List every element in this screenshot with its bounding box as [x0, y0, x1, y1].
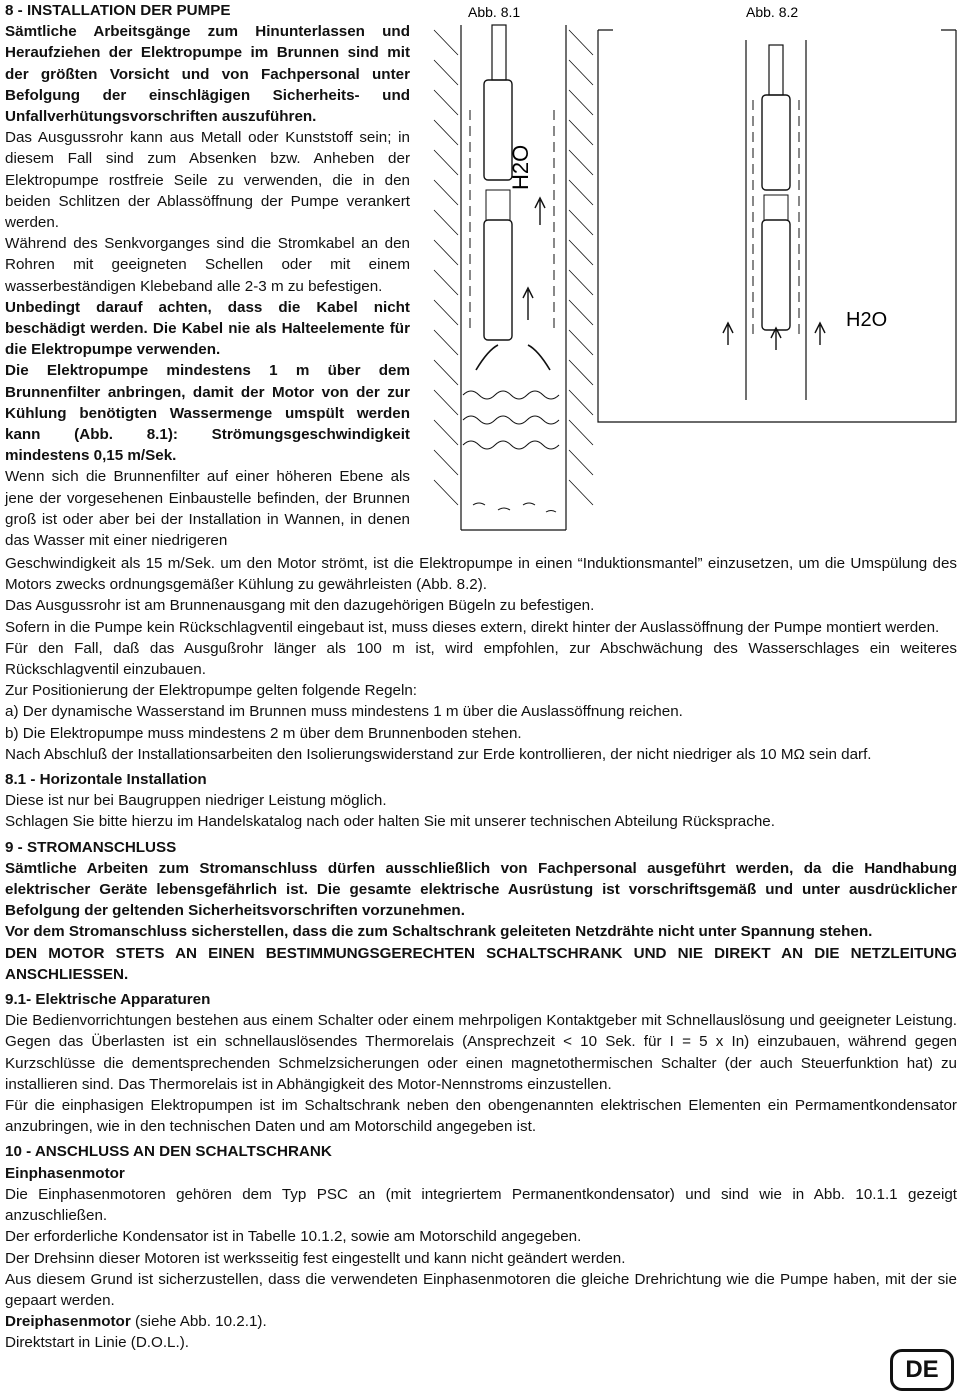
figure-area — [428, 0, 960, 540]
paragraph-kabel-warning: Unbedingt darauf achten, dass die Kabel nicht beschädigt werden. Die Kabel nie als Halteelemente für die Elektropumpe verwenden. — [5, 298, 410, 359]
section-8-1-title: 8.1 - Horizontale Installation — [5, 771, 207, 789]
section-10-subtitle-dreiphasen: Dreiphasenmotor — [5, 1313, 131, 1331]
language-badge: DE — [890, 1349, 954, 1391]
section-8-intro: Sämtliche Arbeitsgänge zum Hinunterlassen und Heraufziehen der Elektropumpe im Brunnen sind mit der größten Vorsicht und von Fachpersonal unter Befolgung der einschlägigen Sicherheits- und Unfallverhütungsvorschriften auszuführen. — [5, 23, 410, 126]
section-8-title: 8 - INSTALLATION DER PUMPE — [5, 2, 231, 19]
paragraph-senkvorgang: Während des Senkvorganges sind die Stromkabel an den Rohren mit geeigneten Schellen oder mit einem wasserbeständigen Klebeband alle 2-3 m zu befestigen. — [5, 235, 410, 295]
paragraph-isolierung: Nach Abschluß der Installationsarbeiten den Isolierungswiderstand zur Erde kontrollieren, der nicht niedriger als 10 MΩ sein darf. — [5, 745, 872, 763]
section-10-subtitle-einphasen: Einphasenmotor — [5, 1164, 125, 1182]
section-9-title: 9 - STROMANSCHLUSS — [5, 838, 177, 856]
section-9-p1: Sämtliche Arbeiten zum Stromanschluss dürfen ausschließlich von Fachpersonal ausgeführt werden, da die Handhabung elektrischer Geräte lebensgefährlich ist. Die gesamte elektrische Ausrüstung ist vorschriftsgemäß und unter ausdrücklicher Befolgung der geltenden Sicherheitsvorschriften vorzunehmen. — [5, 859, 957, 920]
section-10-p3: Der Drehsinn dieser Motoren ist werksseitig fest eingestellt und kann nicht geändert werden. — [5, 1249, 626, 1267]
section-10-p2: Der erforderliche Kondensator ist in Tabelle 10.1.2, sowie am Motorschild angegeben. — [5, 1228, 582, 1246]
section-9-1-p2: Für die einphasigen Elektropumpen ist im Schaltschrank neben den obengenannten elektrischen Elementen ein Permamentkondensator anzubringen, wie in den technischen Daten und am Motorschild angegeben ist. — [5, 1097, 957, 1136]
figure-8-1 — [434, 4, 593, 530]
figure-8-2-water-label: H2O — [846, 309, 888, 331]
section-8-1-p2: Schlagen Sie bitte hierzu im Handelskatalog nach oder halten Sie mit unserer technischen Abteilung Rücksprache. — [5, 813, 775, 831]
paragraph-rueckschlagventil: Sofern in die Pumpe kein Rückschlagventil eingebaut ist, muss dieses extern, direkt hinter der Auslassöffnung der Pumpe montiert werden. — [5, 618, 940, 636]
section-10-title: 10 - ANSCHLUSS AN DEN SCHALTSCHRANK — [5, 1143, 332, 1161]
figure-8-1-water-label: H2O — [508, 144, 533, 190]
left-column — [5, 0, 410, 551]
paragraph-ausgussrohr: Das Ausgussrohr kann aus Metall oder Kunststoff sein; in diesem Fall sind zum Absenken bzw. Anheben der Elektropumpe rostfreie Seile zu verwenden, die in den beiden Schlitzen der Ablassöffnung der Pumpe verankert werden. — [5, 129, 410, 232]
section-9-p2: Vor dem Stromanschluss sicherstellen, dass die zum Schaltschrank geleiteten Netzdrähte nicht unter Spannung stehen. — [5, 923, 873, 941]
section-10-dreiphasen-ref: (siehe Abb. 10.2.1). — [130, 1313, 267, 1331]
section-10-dreiphasen — [5, 1311, 957, 1332]
paragraph-brunnenfilter-hoeher: Wenn sich die Brunnenfilter auf einer höheren Ebene als jene der vorgesehenen Einbaustelle befinden, der Brunnen groß ist oder aber bei der Installation in Wannen, in denen das Wasser mit einer niedrigeren — [5, 468, 410, 550]
figure-8-1-label: Abb. 8.1 — [468, 4, 521, 20]
paragraph-regeln: Zur Positionierung der Elektropumpe gelten folgende Regeln: — [5, 682, 418, 700]
full-width-text — [5, 553, 957, 1354]
paragraph-buegel: Das Ausgussrohr ist am Brunnenausgang mit den dazugehörigen Bügeln zu befestigen. — [5, 597, 595, 615]
figure-8-2 — [598, 4, 956, 422]
section-10-p4: Aus diesem Grund ist sicherzustellen, dass die verwendeten Einphasenmotoren die gleiche Drehrichtung wie die Pumpe haben, mit der sie gepaart werden. — [5, 1270, 957, 1309]
section-9-1-title: 9.1- Elektrische Apparaturen — [5, 991, 211, 1009]
figure-8-2-label: Abb. 8.2 — [746, 4, 799, 20]
section-10-p1: Die Einphasenmotoren gehören dem Typ PSC an (mit integriertem Permanentkondensator) und sind wie in Abb. 10.1.1 gezeigt anzuschließen. — [5, 1185, 957, 1225]
rule-a: a) Der dynamische Wasserstand im Brunnen muss mindestens 1 m über die Auslassöffnung reichen. — [5, 703, 683, 721]
section-8-1-p1: Diese ist nur bei Baugruppen niedriger Leistung möglich. — [5, 792, 387, 810]
section-9-p3: DEN MOTOR STETS AN EINEN BESTIMMUNGSGERECHTEN SCHALTSCHRANK UND NIE DIREKT AN DIE NETZLEITUNG ANSCHLIESSEN. — [5, 944, 957, 983]
paragraph-brunnenfilter: Die Elektropumpe mindestens 1 m über dem Brunnenfilter anbringen, damit der Motor von der zur Kühlung benötigten Wassermenge umspült werden kann (Abb. 8.1): Strömungsgeschwindigkeit mindestens 0,15 m/Sek. — [5, 362, 410, 465]
rule-b: b) Die Elektropumpe muss mindestens 2 m über dem Brunnenboden stehen. — [5, 724, 522, 742]
section-10-p5: Direktstart in Linie (D.O.L.). — [5, 1334, 189, 1352]
paragraph-induktionsmantel: Geschwindigkeit als 15 m/Sek. um den Motor strömt, ist die Elektropumpe in einen “Induktionsmantel” einzusetzen, um die Umspülung des Motors zwecks ordnungsgemäßer Kühlung zu gewährleisten (Abb. 8.2). — [5, 555, 957, 594]
paragraph-wasserschlag: Für den Fall, daß das Ausgußrohr länger als 100 m ist, wird empfohlen, zur Abschwächung des Wasserschlages ein weiteres Rückschlagventil einzubauen. — [5, 639, 957, 679]
section-9-1-p1: Die Bedienvorrichtungen bestehen aus einem Schalter oder einem mehrpoligen Kontaktgeber mit Schnellauslösung und geeigneter Leistung. Gegen das Überlasten ist ein schnellauslösendes Thermorelais (Ansprechzeit < 10 Sek. für I = 5 x In) einzubauen, während gegen Kurzschlüsse die dementsprechenden Schmelzsicherungen oder einen magnetothermischen Schalter (der auch Steuerfunktion hat) zu installieren sind. Das Thermorelais ist in Abhängigkeit des Motor-Nennstroms einzustellen. — [5, 1012, 957, 1093]
